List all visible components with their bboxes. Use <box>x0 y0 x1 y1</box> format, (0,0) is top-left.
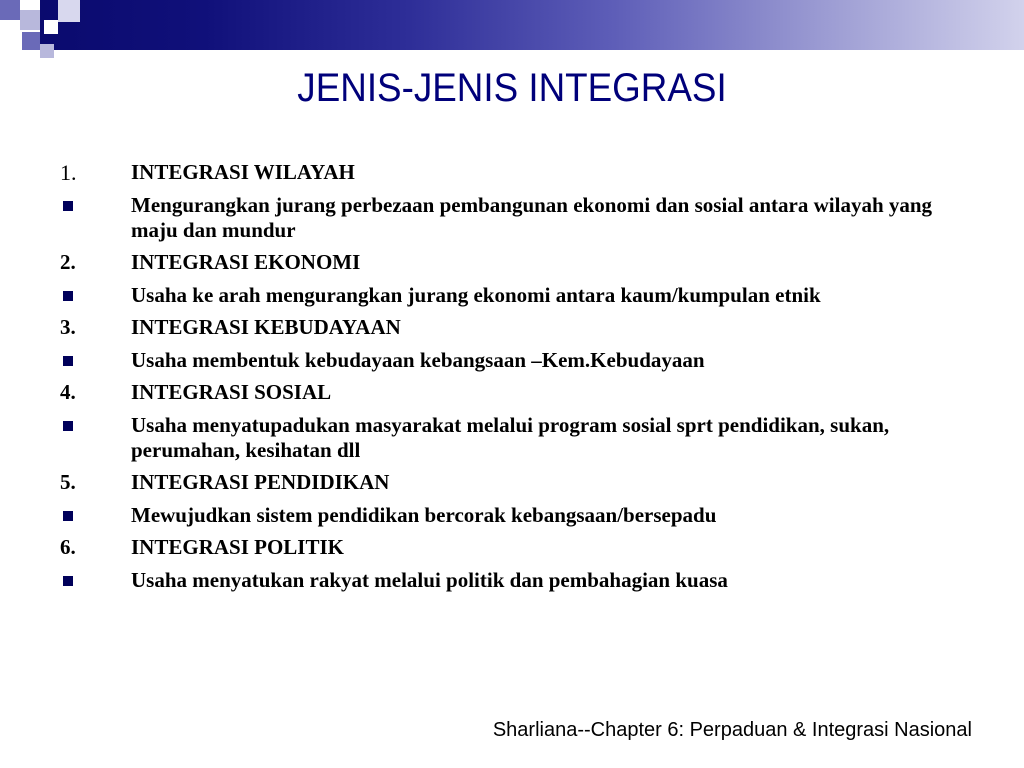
square-bullet-icon <box>63 421 73 431</box>
item-number: 1. <box>60 160 77 185</box>
bullet-text: Usaha menyatupadukan masyarakat melalui program sosial sprt pendidikan, sukan, perumahan, kesihatan dll <box>131 413 890 462</box>
item-heading: INTEGRASI SOSIAL <box>131 380 332 404</box>
slide-title: JENIS-JENIS INTEGRASI <box>297 66 727 110</box>
item-heading: INTEGRASI POLITIK <box>131 535 344 559</box>
bullet-text: Mewujudkan sistem pendidikan bercorak kebangsaan/bersepadu <box>131 503 717 527</box>
item-number: 4. <box>60 380 76 404</box>
slide-footer: Sharliana--Chapter 6: Perpaduan & Integrasi Nasional <box>492 719 972 741</box>
bullet-text: Usaha menyatukan rakyat melalui politik dan pembahagian kuasa <box>131 568 728 592</box>
list-item <box>60 250 980 275</box>
item-heading: INTEGRASI EKONOMI <box>131 250 361 274</box>
list-item <box>60 160 980 185</box>
square-bullet-icon <box>63 356 73 366</box>
bullet-text: Mengurangkan jurang perbezaan pembangunan ekonomi dan sosial antara wilayah yang maju dan mundur <box>131 193 933 242</box>
item-number: 6. <box>60 535 76 559</box>
list-bullet <box>60 413 980 463</box>
integration-list <box>60 160 980 600</box>
bullet-text: Usaha membentuk kebudayaan kebangsaan –Kem.Kebudayaan <box>131 348 705 372</box>
bullet-text: Usaha ke arah mengurangkan jurang ekonomi antara kaum/kumpulan etnik <box>131 283 821 307</box>
square-bullet-icon <box>63 511 73 521</box>
list-bullet <box>60 568 980 593</box>
list-bullet <box>60 503 980 528</box>
item-number: 3. <box>60 315 76 339</box>
square-bullet-icon <box>63 291 73 301</box>
list-item <box>60 535 980 560</box>
list-bullet <box>60 193 980 243</box>
item-heading: INTEGRASI WILAYAH <box>131 160 355 184</box>
header-band <box>0 0 1024 50</box>
list-bullet <box>60 283 980 308</box>
list-item <box>60 315 980 340</box>
item-number: 2. <box>60 250 76 274</box>
item-heading: INTEGRASI KEBUDAYAAN <box>131 315 401 339</box>
list-item <box>60 470 980 495</box>
list-bullet <box>60 348 980 373</box>
square-bullet-icon <box>63 201 73 211</box>
item-number: 5. <box>60 470 76 494</box>
item-heading: INTEGRASI PENDIDIKAN <box>131 470 390 494</box>
square-bullet-icon <box>63 576 73 586</box>
list-item <box>60 380 980 405</box>
